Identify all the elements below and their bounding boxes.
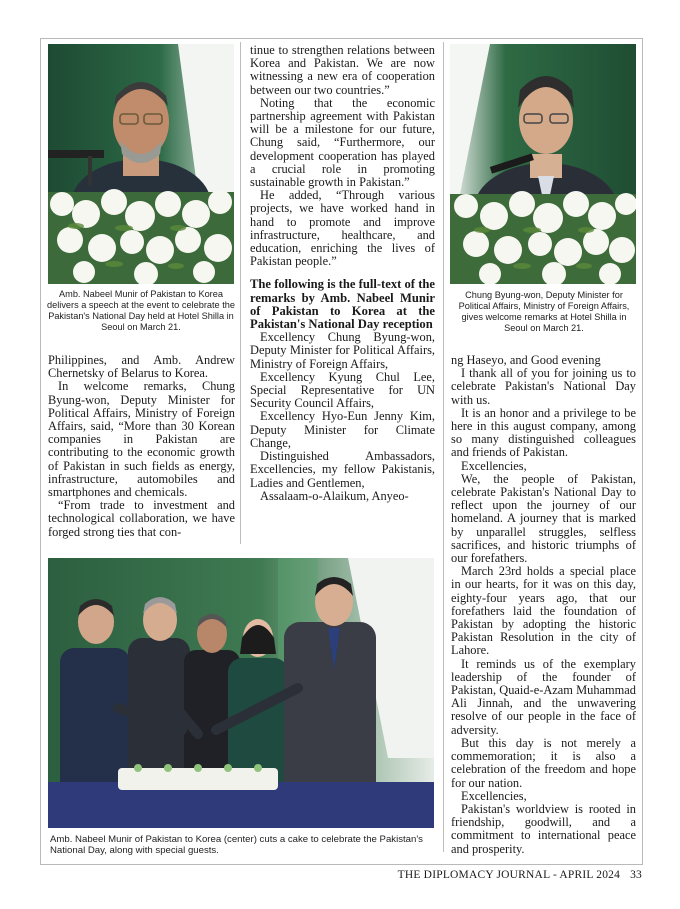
photo-deputy-minister bbox=[450, 44, 636, 284]
article-middle-top-paragraphs bbox=[250, 44, 435, 268]
article-paragraph: March 23rd holds a special place in our hearts, for it was on this day, eighty-four years ago, that our forefathers laid the foundation of Pakistan by adopting the historic Pakistan Resolution in the city of Lahore. bbox=[451, 564, 636, 658]
article-right-paragraphs bbox=[451, 354, 636, 856]
article-paragraph: Philippines, and Amb. Andrew Chernetsky of Belarus to Korea. bbox=[48, 353, 235, 381]
article-paragraph: He added, “Through various projects, we have worked hand in hand to promote and improve infrastructure, healthcare, and education, enriching the lives of Pakistan people.” bbox=[250, 188, 435, 269]
article-paragraph: But this day is not merely a commemoration; it is also a celebration of the freedom and hope for our nation. bbox=[451, 735, 636, 790]
photo-ambassador-speech bbox=[48, 44, 234, 284]
article-paragraph: “From trade to investment and technological collaboration, we have forged strong ties that con- bbox=[48, 498, 235, 539]
publication-name: THE DIPLOMACY JOURNAL - APRIL 2024 bbox=[397, 869, 621, 881]
article-paragraph: Noting that the economic partnership agreement with Pakistan will be a milestone for our future, Chung said, “Furthermore, our development cooperation has played a crucial role in promoting sustainable growth in Pakistan.” bbox=[250, 95, 435, 190]
article-paragraph: Assalaam-o-Alaikum, Anyeo- bbox=[260, 488, 409, 503]
article-paragraph: I thank all of you for joining us to celebrate Pakistan's National Day with us. bbox=[451, 366, 636, 407]
caption-ambassador-speech: Amb. Nabeel Munir of Pakistan to Korea delivers a speech at the event to celebrate the Pakistan's National Day held at Hotel Shilla in Seoul on March 21. bbox=[47, 289, 235, 332]
article-left-paragraphs bbox=[48, 354, 235, 539]
article-paragraph: Pakistan's worldview is rooted in friendship, goodwill, and a commitment to international peace and prosperity. bbox=[451, 801, 636, 856]
article-column-middle bbox=[250, 44, 435, 503]
article-paragraph: Excellency Hyo-Eun Jenny Kim, Deputy Minister for Climate Change, bbox=[250, 409, 435, 450]
article-paragraph: Excellency Kyung Chul Lee, Special Representative for UN Security Council Affairs, bbox=[250, 369, 435, 411]
article-subhead: The following is the full-text of the remarks by Amb. Nabeel Munir of Pakistan to Korea at the Pakistan's National Day reception bbox=[250, 277, 435, 332]
article-paragraph: It reminds us of the exemplary leadership of the founder of Pakistan, Quaid-e-Azam Muhammad Ali Jinnah, and the unwavering resolve of our people in the face of adversity. bbox=[451, 656, 636, 737]
column-rule-left bbox=[240, 42, 241, 544]
article-paragraph: tinue to strengthen relations between Korea and Pakistan. We are now witnessing a new era of cooperation between our two countries.” bbox=[250, 43, 435, 97]
article-paragraph: We, the people of Pakistan, celebrate Pakistan's National Day to reflect upon the journey of our homeland. A journey that is marked by unparallel struggles, selfless sacrifices, and historic triumphs of our forefathers. bbox=[451, 471, 636, 566]
article-middle-bottom-paragraphs bbox=[250, 331, 435, 503]
article-paragraph: Excellencies, bbox=[461, 788, 527, 803]
caption-deputy-minister: Chung Byung-won, Deputy Minister for Political Affairs, Ministry of Foreign Affairs, gives welcome remarks at Hotel Shilla in Seoul on March 21. bbox=[458, 290, 630, 333]
article-paragraph: Excellency Chung Byung-won, Deputy Minister for Political Affairs, Ministry of Foreign Affairs, bbox=[250, 330, 435, 371]
article-paragraph: Excellencies, bbox=[461, 458, 527, 473]
article-paragraph: Distinguished Ambassadors, Excellencies, my fellow Pakistanis, Ladies and Gentlemen, bbox=[250, 449, 435, 490]
photo-cake-cutting bbox=[48, 558, 434, 828]
article-paragraph: ng Haseyo, and Good evening bbox=[451, 353, 601, 367]
caption-cake-cutting: Amb. Nabeel Munir of Pakistan to Korea (center) cuts a cake to celebrate the Pakistan's National Day, along with special guests. bbox=[50, 834, 423, 856]
column-rule-right bbox=[443, 42, 444, 852]
page-number: 33 bbox=[630, 869, 642, 881]
article-paragraph: In welcome remarks, Chung Byung-won, Deputy Minister for Political Affairs, Ministry of Foreign Affairs, said, “More than 30 Korean companies in Pakistan are contributing to the economic growth of Pakistan in such fields as energy, infrastructure, automobiles and smartphones and chemicals. bbox=[48, 379, 235, 500]
article-paragraph: It is an honor and a privilege to be here in this august company, among so many distinguished colleagues and friends of Pakistan. bbox=[451, 405, 636, 460]
page-footer bbox=[398, 869, 642, 881]
article-column-left bbox=[48, 354, 235, 539]
article-column-right bbox=[451, 354, 636, 856]
